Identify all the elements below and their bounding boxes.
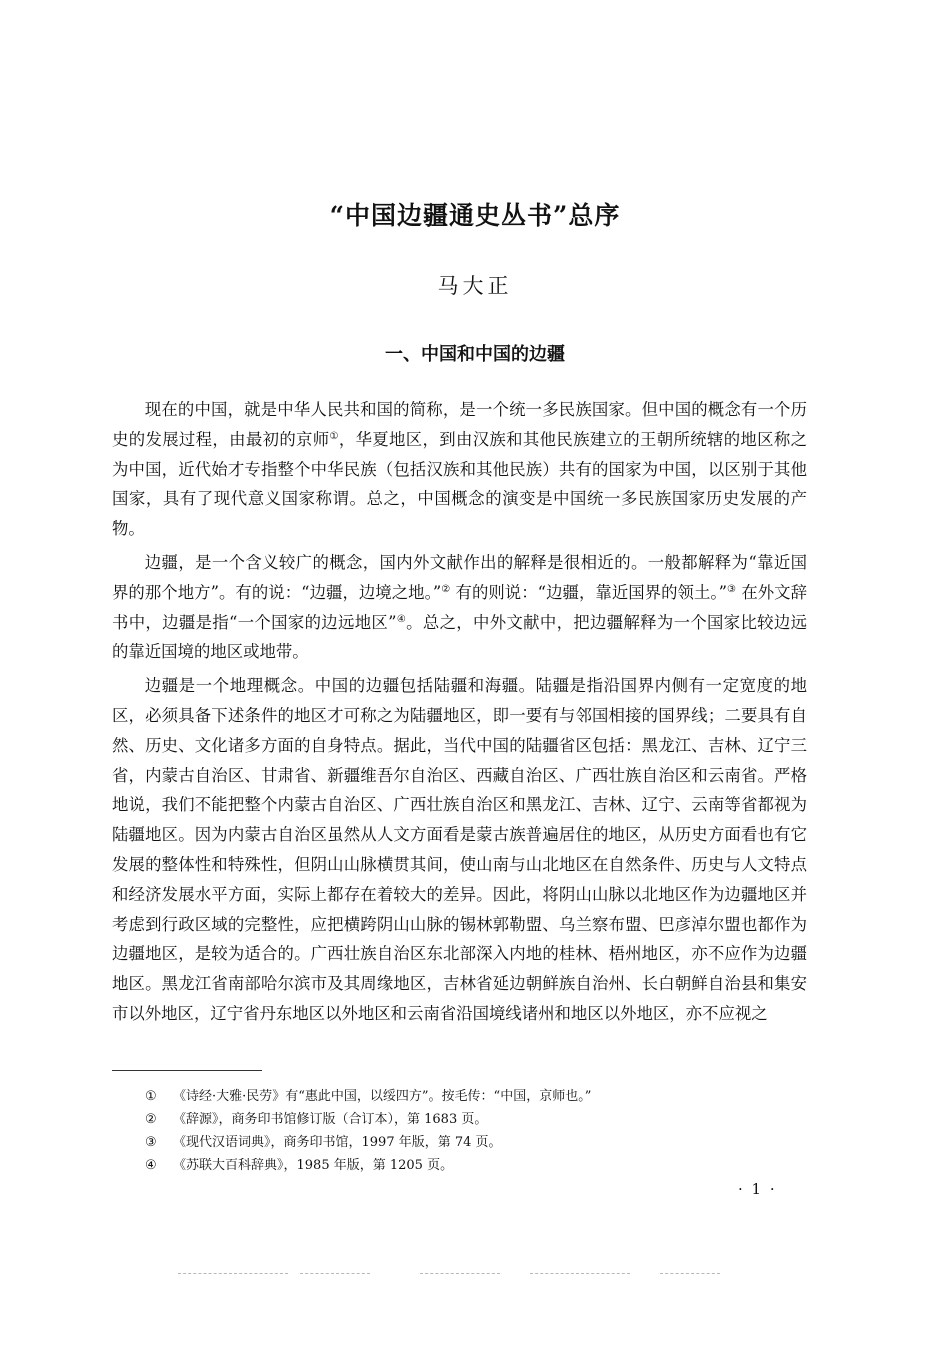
section-heading: 一、中国和中国的边疆 [385,344,565,365]
paragraph-2 [112,548,807,667]
scan-artifact-line [530,1273,630,1274]
footnote-2 [145,1108,795,1131]
footnote-mark: ④ [145,1158,157,1173]
paragraph-1-text-a: 现在的中国，就是中华人民共和国的简称，是一个统一多民族国家。但中国的概念有一个历史的发展过程，由最初的京师 [112,400,807,449]
scan-artifact-line [660,1273,720,1274]
author-name: 马大正 [437,274,513,298]
paragraph-2-text-d: 。总之，中外文献中，把边疆解释为一个国家比较边远的靠近国境的地区或地带。 [112,612,807,662]
note-ref-3: ③ [727,583,737,595]
footnote-divider [112,1070,262,1071]
footnote-1 [145,1085,795,1108]
footnote-text: 《辞源》，商务印书馆修订版（合订本），第 1683 页。 [173,1112,488,1127]
paragraph-1 [112,395,807,544]
scan-artifact-line [300,1273,370,1274]
footnote-text: 《诗经·大雅·民劳》有“惠此中国，以绥四方”。按毛传：“中国，京师也。” [173,1089,592,1104]
footnote-mark: ② [145,1112,157,1127]
footnotes [145,1085,795,1177]
scan-artifact-line [420,1273,500,1274]
page-number: · 1 · [738,1180,777,1198]
note-ref-2: ② [441,583,451,595]
footnote-3 [145,1131,795,1154]
footnote-text: 《现代汉语词典》，商务印书馆，1997 年版，第 74 页。 [173,1135,502,1150]
footnote-mark: ③ [145,1135,157,1150]
paragraph-2-text-a: 边疆，是一个含义较广的概念，国内外文献作出的解释是很相近的。一般都解释为“靠近国界的那个地方”。有的说：“边疆，边境之地。” [112,552,807,602]
footnote-mark: ① [145,1089,157,1104]
paragraph-2-text-c: 在外文辞书中，边疆是指“一个国家的边远地区” [112,582,807,632]
footnote-4 [145,1154,795,1177]
footnote-text: 《苏联大百科辞典》，1985 年版，第 1205 页。 [173,1158,454,1173]
paragraph-1-text-b: ，华夏地区，到由汉族和其他民族建立的王朝所统辖的地区称之为中国，近代始才专指整个中华民族（包括汉族和其他民族）共有的国家为中国，以区别于其他国家，具有了现代意义国家称谓。总之，中国概念的演变是中国统一多民族国家历史发展的产物。 [112,429,808,539]
document-title: “中国边疆通史丛书”总序 [329,201,621,230]
scan-artifact-line [178,1273,288,1274]
note-ref-4: ④ [396,613,407,625]
paragraph-3: 边疆是一个地理概念。中国的边疆包括陆疆和海疆。陆疆是指沿国界内侧有一定宽度的地区，必须具备下述条件的地区才可称之为陆疆地区，即一要有与邻国相接的国界线；二要具有自然、历史、文化诸多方面的自身特点。据此，当代中国的陆疆省区包括：黑龙江、吉林、辽宁三省，内蒙古自治区、甘肃省、新疆维吾尔自治区、西藏自治区、广西壮族自治区和云南省。严格地说，我们不能把整个内蒙古自治区、广西壮族自治区和黑龙江、吉林、辽宁、云南等省都视为陆疆地区。因为内蒙古自治区虽然从人文方面看是蒙古族普遍居住的地区，从历史方面看也有它发展的整体性和特殊性，但阴山山脉横贯其间，使山南与山北地区在自然条件、历史与人文特点和经济发展水平方面，实际上都存在着较大的差异。因此，将阴山山脉以北地区作为边疆地区并考虑到行政区域的完整性，应把横跨阴山山脉的锡林郭勒盟、乌兰察布盟、巴彦淖尔盟也都作为边疆地区，是较为适合的。广西壮族自治区东北部深入内地的桂林、梧州地区，亦不应作为边疆地区。黑龙江省南部哈尔滨市及其周缘地区，吉林省延边朝鲜族自治州、长白朝鲜自治县和集安市以外地区，辽宁省丹东地区以外地区和云南省沿国境线诸州和地区以外地区，亦不应视之 [112,676,807,1023]
body-text [112,395,807,1033]
note-ref-1: ① [329,430,339,442]
paragraph-2-text-b: 有的则说：“边疆，靠近国界的领土。” [450,582,728,602]
